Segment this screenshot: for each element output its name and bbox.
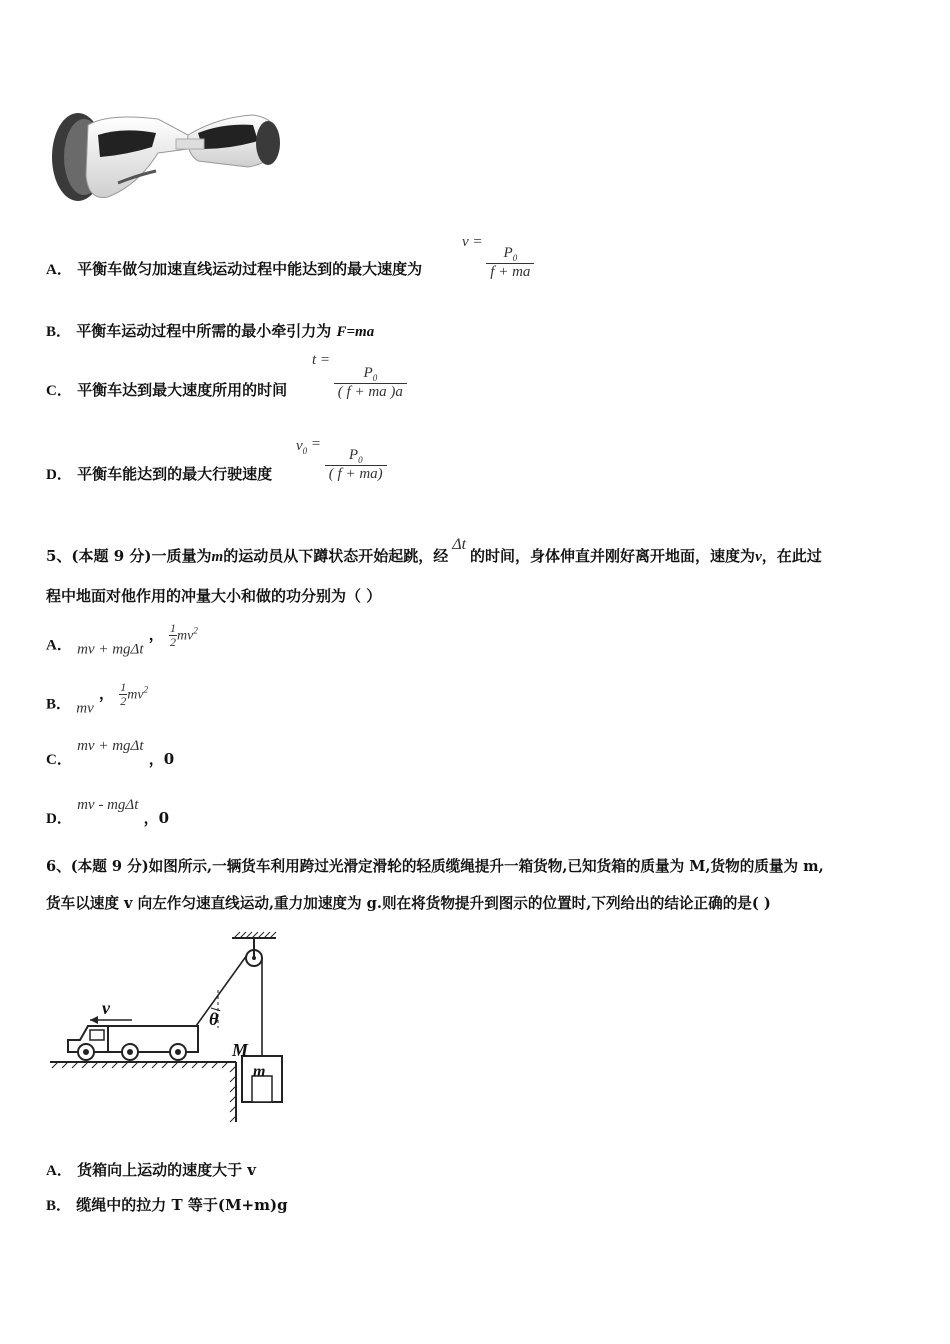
formula-fraction	[334, 365, 407, 401]
option-letter: D．	[46, 467, 72, 483]
option-letter: C．	[46, 752, 72, 768]
option-formula: F=ma	[336, 324, 375, 340]
q5-option-b	[46, 681, 148, 718]
formula-fraction	[325, 447, 387, 483]
half-fraction	[169, 622, 177, 649]
numerator-subscript: 0	[372, 372, 378, 383]
q5-stem-line2: 程中地面对他作用的冲量大小和做的功分别为（ ）	[46, 587, 382, 605]
option-sep: ，	[148, 625, 164, 644]
q5-mid: 的运动员从下蹲状态开始起跳，经	[223, 547, 449, 565]
fraction-numerator: P	[348, 446, 359, 463]
q4-d-formula: $v_0$ = $\frac{P_0}{( f + ma)}$	[296, 436, 387, 483]
option-sup: 2	[143, 684, 149, 695]
q5-end: ，在此过	[761, 547, 822, 565]
fraction-denominator: 2	[120, 694, 127, 708]
fraction-numerator: 1	[169, 621, 176, 635]
option-expr: mv - mgΔt	[77, 797, 139, 813]
fraction-denominator: 2	[169, 635, 176, 649]
q4-option-a	[46, 258, 422, 279]
lhs-subscript: 0	[302, 446, 308, 456]
fraction-denominator: f + ma	[490, 263, 531, 280]
q4-a-formula: v = $\frac{P_0}{f + ma}$	[462, 234, 534, 281]
box-mass-label: M	[232, 1040, 249, 1060]
truck-pulley-diagram	[46, 928, 296, 1128]
q6-stem-line2: 货车以速度 v 向左作匀速直线运动,重力加速度为 g.则在将货物提升到图示的位置时,下列给出的结论正确的是( )	[46, 895, 771, 912]
option-text: 平衡车做匀加速直线运动过程中能达到的最大速度为	[77, 260, 423, 278]
q4-option-d	[46, 463, 272, 484]
q6-option-a	[46, 1159, 256, 1180]
q5-rest: 的时间，身体伸直并刚好离开地面，速度为	[470, 547, 756, 565]
option-expr: mv + mgΔt	[77, 738, 144, 754]
option-letter: B．	[46, 324, 72, 340]
option-text: 平衡车运动过程中所需的最小牵引力为	[76, 322, 332, 340]
formula-fraction	[486, 245, 534, 281]
option-letter: D．	[46, 811, 72, 827]
fraction-denominator: ( f + ma )a	[337, 383, 403, 400]
q4-option-c	[46, 379, 287, 400]
option-sep: ，	[98, 684, 114, 703]
q6-option-b	[46, 1194, 288, 1215]
option-expr: mv + mgΔt	[77, 641, 144, 658]
formula-lhs: v	[296, 438, 303, 454]
option-letter: B．	[46, 1198, 72, 1214]
fraction-numerator: P	[503, 244, 513, 261]
numerator-subscript: 0	[358, 454, 363, 465]
theta-label: θ	[209, 1009, 219, 1029]
q5-velocity: v	[755, 549, 762, 565]
fraction-numerator: 1	[120, 680, 127, 694]
option-text: 平衡车达到最大速度所用的时间	[77, 381, 288, 399]
hoverboard-image	[48, 105, 284, 205]
option-tail: mv	[127, 687, 144, 703]
option-letter: A．	[46, 637, 72, 654]
option-text: 平衡车能达到的最大行驶速度	[77, 465, 273, 483]
option-letter: C．	[46, 383, 72, 399]
option-expr: mv	[76, 700, 94, 717]
option-sep: ，	[143, 809, 159, 827]
q5-delta-t: Δt	[452, 536, 467, 553]
option-zero: 0	[163, 750, 175, 768]
option-text: 缆绳中的拉力 T 等于(M+m)g	[76, 1196, 288, 1214]
option-text: 货箱向上运动的速度大于 v	[77, 1161, 257, 1179]
q5-option-a	[46, 622, 198, 659]
q6-stem-line1: 6、(本题 9 分)如图所示,一辆货车利用跨过光滑定滑轮的轻质缆绳提升一箱货物,已知货箱的质量为 M,货物的质量为 m,	[46, 858, 824, 875]
formula-lhs: t	[312, 352, 317, 368]
fraction-numerator: P	[363, 364, 373, 381]
formula-lhs: v	[462, 234, 469, 250]
q4-c-formula: t = $\frac{P_0}{( f + ma )a}$	[312, 352, 407, 401]
option-letter: A．	[46, 1163, 72, 1179]
option-zero: 0	[158, 809, 170, 827]
numerator-subscript: 0	[512, 252, 518, 263]
q5-option-d	[46, 795, 169, 828]
option-sep: ，	[148, 750, 164, 768]
q5-mass: m	[211, 549, 224, 565]
q5-prefix: 5、(本题 9 分)一质量为	[46, 547, 212, 565]
cargo-mass-label: m	[253, 1063, 266, 1080]
velocity-label: v	[102, 998, 110, 1018]
option-letter: A．	[46, 262, 72, 278]
option-sup: 2	[193, 625, 198, 636]
option-tail: mv	[176, 628, 194, 644]
q5-stem-line1	[46, 536, 822, 566]
option-letter: B．	[46, 696, 72, 713]
fraction-denominator: ( f + ma)	[328, 465, 383, 482]
q5-option-c	[46, 736, 174, 769]
q4-option-b	[46, 320, 374, 341]
